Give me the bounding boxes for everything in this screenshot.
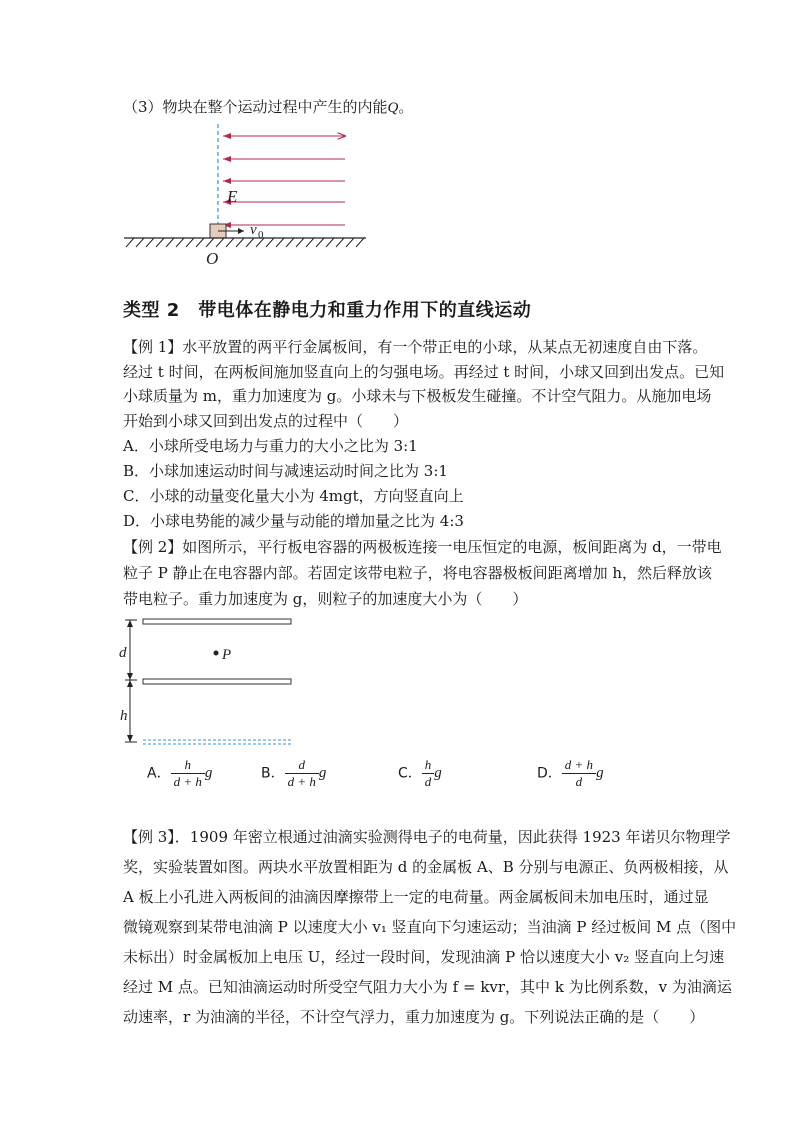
ex3-line: 经过 M 点。已知油滴运动时所受空气阻力大小为 f = kvr，其中 k 为比例系数，v 为油滴运 [123,978,732,996]
option-letter: C． [398,765,422,782]
label-h: h [120,708,128,724]
label-v-sub: 0 [258,229,264,241]
ex1-line: 小球质量为 m，重力加速度为 g。小球未与下极板发生碰撞。不计空气阻力。从施加电场 [123,387,712,405]
numerator: d + h [564,757,594,772]
ex3-line: 微镜观察到某带电油滴 P 以速度大小 v₁ 竖直向下匀速运动；当油滴 P 经过板间 M 点（图中 [123,918,737,936]
g-symbol: g [596,765,604,781]
ex1-option-d: D．小球电势能的减少量与动能的增加量之比为 4:3 [123,512,464,530]
upper-plate [143,619,291,624]
section-title: 类型 2 带电体在静电力和重力作用下的直线运动 [123,300,532,321]
g-symbol: g [434,765,442,781]
option-letter: B． [261,765,285,782]
question-3-line [123,97,413,118]
option-letter: D． [537,765,562,782]
numerator: h [424,757,432,772]
label-O: O [206,249,219,268]
ex2-line: 带电粒子。重力加速度为 g，则粒子的加速度大小为（ ） [123,590,528,608]
ex2-line: 【例 2】如图所示，平行板电容器的两极板连接一电压恒定的电源，板间距离为 d，一带电 [123,538,722,556]
fraction [171,757,205,790]
q3-end: 。 [398,98,414,116]
ex1-line: 【例 1】水平放置的两平行金属板间，有一个带正电的小球，从某点无初速度自由下落。 [123,338,708,356]
label-v: v [250,222,257,238]
figure-capacitor [115,612,305,752]
q3-variable: Q [387,100,399,116]
ex3-line: 奖，实验装置如图。两块水平放置相距为 d 的金属板 A、B 分别与电源正、负两极相接，从 [123,858,729,876]
particle-p [214,651,219,656]
ex1-line: 开始到小球又回到出发点的过程中（ ） [123,412,409,430]
label-d: d [119,645,127,661]
ex1-line: 经过 t 时间，在两板间施加竖直向上的匀强电场。再经过 t 时间，小球又回到出发点。已知 [123,363,725,381]
ex3-line: 动速率，r 为油滴的半径，不计空气浮力，重力加速度为 g。下列说法正确的是（ ） [123,1008,705,1026]
g-symbol: g [318,765,327,781]
denominator: d [562,773,596,790]
ex2-option-d [537,757,604,790]
ex1-option-c: C．小球的动量变化量大小为 4mgt，方向竖直向上 [123,487,464,505]
ex2-option-b [261,757,326,790]
numerator: d [298,757,305,772]
option-letter: A． [147,765,171,782]
ex2-option-a [147,757,212,790]
ex1-option-b: B．小球加速运动时间与减速运动时间之比为 3:1 [123,462,448,480]
fraction [562,757,596,790]
question-3-text: （3）物块在整个运动过程中产生的内能 [123,98,388,116]
ex3-line: 未标出）时金属板加上电压 U，经过一段时间，发现油滴 P 恰以速度大小 v₂ 竖直向上匀速 [123,948,725,966]
g-symbol: g [204,765,213,781]
numerator: h [184,757,191,772]
denominator: d + h [285,773,319,790]
label-E: E [227,187,238,206]
field-lines [223,136,345,225]
lower-plate [143,679,291,684]
fraction [422,757,435,790]
ground-hatch [126,238,364,247]
fraction [285,757,319,790]
figure-electric-field [120,120,380,270]
ex3-line: 【例 3】．1909 年密立根通过油滴实验测得电子的电荷量，因此获得 1923 年诺贝尔物理学 [123,828,731,846]
ex2-option-c [398,757,442,790]
label-P: P [222,647,232,663]
denominator: d + h [171,773,205,790]
ex1-option-a: A．小球所受电场力与重力的大小之比为 3:1 [123,437,418,455]
denominator: d [422,773,435,790]
ex3-line: A 板上小孔进入两板间的油滴因摩擦带上一定的电荷量。两金属板间未加电压时，通过显 [123,888,709,906]
ex2-line: 粒子 P 静止在电容器内部。若固定该带电粒子，将电容器极板间距离增加 h，然后释放该 [123,564,713,582]
